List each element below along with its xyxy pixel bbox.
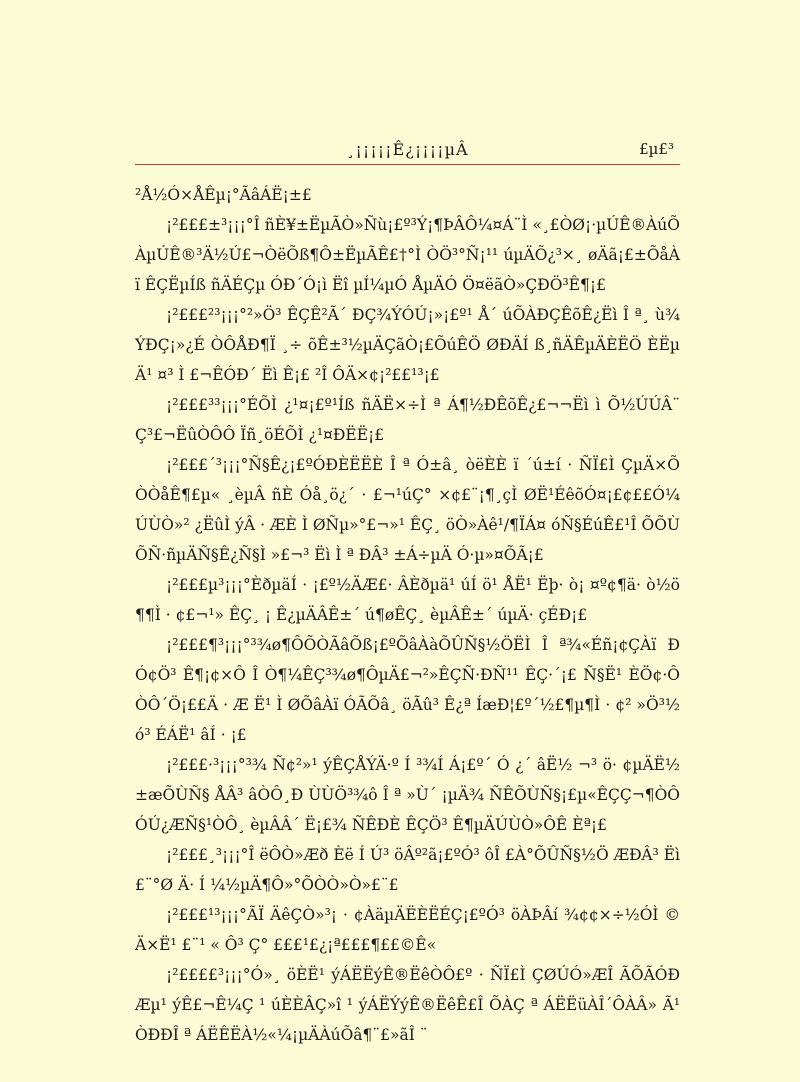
note-paragraph: ¡²£££¸³¡¡¡°Î ëÔÒ»Æð Èë Í Ú³ öÂº²ã¡£ºÓ³ ôÎ £À°ÕÛÑ§½Ö ÆÐÂ³ Ëì £¨°Ø Ä· Í ¼½µÄ¶Ô»°ÕÒÒ»Ò»£¨£ xyxy=(135,846,680,894)
note-paragraph: ¡²£££³³¡¡¡°ÉÕÌ ¿¹¤¡£º¹Íß ñÄË×÷Ì ª Á¶½ÐÊõÊ¿£¬¬Ëì ì Õ½ÚÚÂ¨ Ç³£¬ËûÒÔÔ Ïñ¸öÉÕÌ ¿¹¤ÐËË¡£ xyxy=(135,396,680,444)
note-paragraph: ¡²££££³¡¡¡°Ó»¸ öÈË¹ ýÁËËýÊ®ËêÒÔ£º · ÑÏ£Ì ÇØÚÓ»ÆÎ ÃÕÃÓÐÆµ¹ ýÊ£¬Ê¼Ç ¹ úÈÈÂÇ»î ¹ ýÁËÝýÊ®ËêÊ£Î ÕÀÇ ª ÁËËüÀÎ´ÔÀÂ» Ã¹ÒÐÐÎ ª ÁËÊËÀ½«¼¡µÄÀúÕâ¶¨£»ãÎ ¨ xyxy=(135,966,680,1044)
body-text xyxy=(135,180,680,1050)
running-header xyxy=(135,136,680,165)
note-paragraph: ¡²£££·³¡¡¡°³¾ Ñ¢²»¹ ýÊÇÅÝÄ·º Í ³¾Í Á¡£º´ Ó ¿´ âË½ ¬³ ö· ¢µÄË½±æÕÙÑ§ ÅÂ³ âÒÔ¸Ð ÙÙÖ³¾ô Î ª »Ù´ ¡µÄ¾ ÑÊÕÙÑ§¡£µ«ÊÇÇ¬¶ÒÔÓÚ¿ÆÑ§¹ÒÔ¸ èµÂÂ´ Ë¡£¾ ÑÊÐÈ ÊÇÖ³ Ê¶µÄÚÙÒ»ÔÊ Èª¡£ xyxy=(135,756,680,834)
note-paragraph: ¡²£££¹³¡¡¡°ÃÏ ÄêÇÒ»³¡ · ¢ÀäµÄËÈËÉÇ¡£ºÓ³ öÀÞÂí ¾¢¢×÷½ÓÌ ©Ä×Ë¹ £¨¹ « Ô³ Ç° £££¹£¿¡ª£££¶££©Ê« xyxy=(135,906,680,954)
note-paragraph: ¡²£££µ³¡¡¡°ÈðµäÍ · ¡£º½ÄÆ£· ÂÈðµä¹ úÍ ö¹ ÅË¹ Ëþ· ò¡ ¤º¢¶ä· ò½ö¶¶Ì · ¢£¬¹» ÊÇ¸ ¡ Ê¿µÄÂÊ±´ ú¶øÊÇ¸ èµÂÊ±´ úµÄ· çÉÐ¡£ xyxy=(135,576,680,624)
section-heading: ²Å½Ó×ÅÊµ¡°ÃâÁË¡±£ xyxy=(135,186,312,204)
page-number: £µ£³ xyxy=(639,140,674,158)
running-title: ¸¡¡¡¡¡Ê¿¡¡¡¡µÂ xyxy=(346,140,469,159)
note-paragraph: ¡²£££±³¡¡¡°Î ñÈ¥±ËµÃÒ»Ñù¡£º³Ý¡¶ÞÂÔ¼¤Á¨Ì «¸£ÒØ¡·µÚÊ®ÀúÕÀµÚÊ®³Ä½Ú£¬ÒëÕß¶Ô±ËµÃÊ£†°Ì ÒÖ³°Ñ¡¹¹ úµÄÕ¿³×¸ øÄã¡£±ÕåÀï ÊÇËµÍß ñÄÉÇµ ÓÐ´Ó¡ì Ëî µÍ¼µÓ ÅµÄÓ Ö¤ëãÒ»ÇÐÖ³Ê¶¡£ xyxy=(135,216,680,294)
note-paragraph: ¡²£££²³¡¡¡°²»Ö³ ÊÇÊ²Ã´ ÐÇ¾ÝÓÚ¡»¡£º¹ Å´ úÕÀÐÇÊõÊ¿Ëì Î ª¸ ù¾ÝÐÇ¡»¿É ÒÔÅÐ¶Ï ¸÷ õÊ±³½µÄÇãÒ¡£ÕúÊÖ ØÐÄÍ ß¸ñÄÊµÄÈËÖ ÈËµÄ¹ ¤³ Ì £¬ÊÓÐ´ Ëì Ê¡£ ²Î ÔÄ×¢¡²££¹³¡£ xyxy=(135,306,680,384)
note-paragraph: ¡²£££´³¡¡¡°Ñ§Ê¿¡£ºÓÐÈËËÈ Î ª Ó±â¸ òëÈÈ ï ´ú±í · ÑÏ£Ì ÇµÄ×Õ ÒÒåÊ¶£µ« ¸èµÂ ñÈ Óå¸ö¿´ · £¬¹úÇ° ×¢£¨¡¶¸çÌ ØË¹ÉêõÓ¤¡£¢££Ó¼ÚÙÒ»² ¿ËûÌ ýÂ · ÆÈ Ì ØÑµ»°£¬»¹ ÊÇ¸ öÒ»Àê¹/¶ÏÁ¤ óÑ§ÉúÊ£¹Î ÕÕÙÕÑ·ñµÄÑ§Ê¿Ñ§Ì »£¬³ Ëì Ì ª ÐÂ³ ±Á÷µÄ Ó·µ»¤ÕÃ¡£ xyxy=(135,456,680,564)
note-paragraph: ¡²£££¶³¡¡¡°³¾ø¶ÔÕÒÃâÕß¡£ºÕâÀàÕÛÑ§½ÖËÌ Î ª¾«Éñ¡¢ÇÀï ÐÓ¢Ö³ Ê¶¡¢×Ô Î Ò¶¼ÊÇ³¾ø¶ÔµÄ£¬²»ÊÇÑ·ÐÑ¹¹ ÊÇ·´¡£ Ñ§Ë¹ ÈÖ¢·ÔÒÔ´Ö¡££Ä · Æ Ë¹ Ì ØÕâÀï ÓÃÕâ¸ öÃû³ Ê¿ª ÍæÐ¦£º´½£¶µ¶Ì · ¢² »Ö³½ó³ ÉÁË¹ âÍ · ¡£ xyxy=(135,636,680,744)
